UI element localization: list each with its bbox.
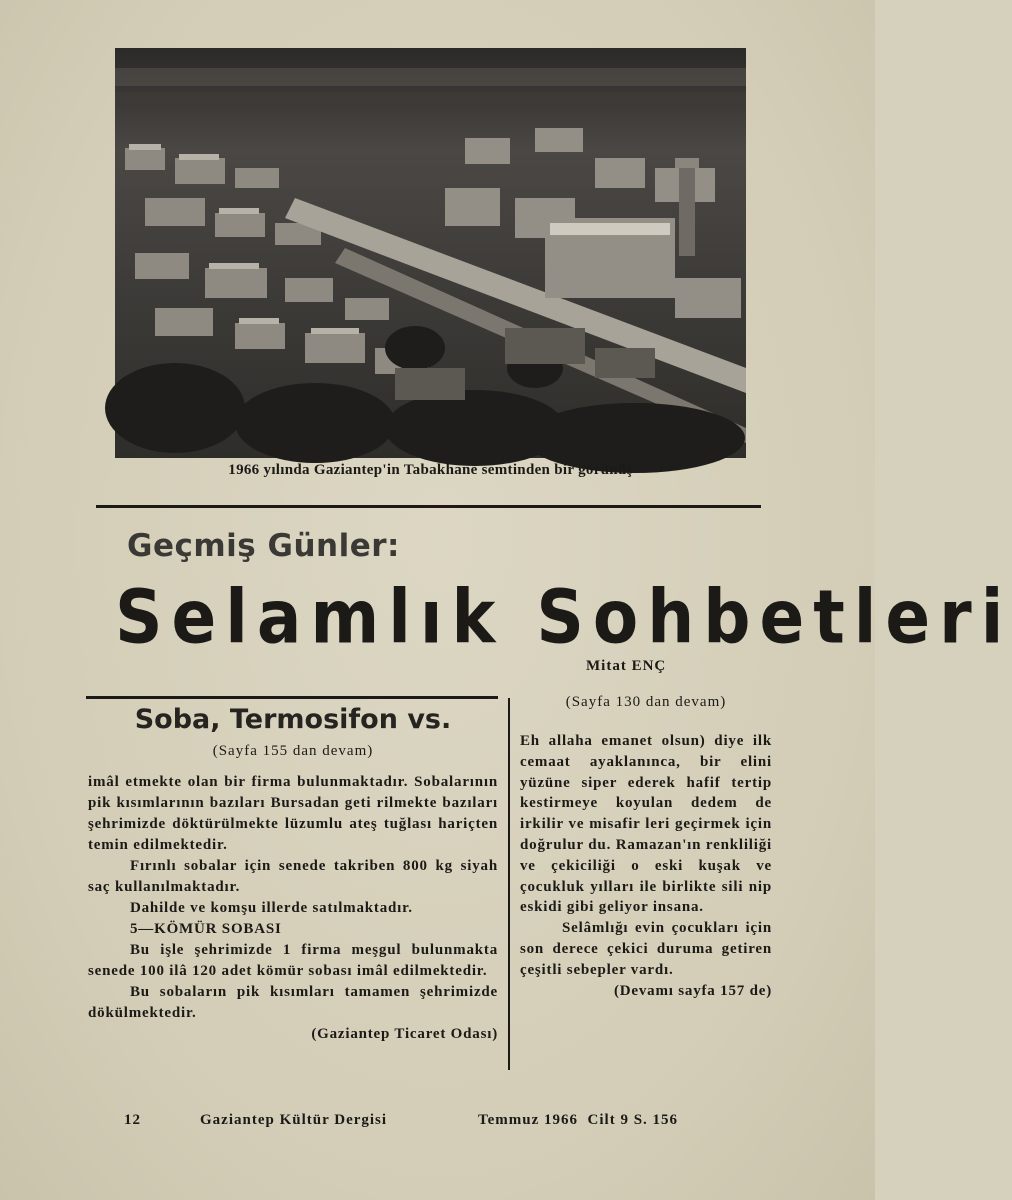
left-column-divider bbox=[86, 696, 498, 699]
town-photo-image bbox=[115, 48, 746, 458]
column-separator bbox=[508, 698, 510, 1070]
photo-caption: 1966 yılında Gaziantep'in Tabakhane semtinden bir görünüş bbox=[228, 462, 633, 478]
left-article bbox=[88, 704, 498, 1045]
town-photo bbox=[115, 48, 746, 458]
article-title: Selamlık Sohbetleri bbox=[115, 574, 1012, 661]
paragraph: Bu işle şehrimizde 1 firma meşgul bulunmakta senede 100 ilâ 120 adet kömür sobası imâl edilmektedir. bbox=[88, 942, 498, 979]
left-article-title: Soba, Termosifon vs. bbox=[134, 704, 452, 735]
continued-note: (Devamı sayfa 157 de) bbox=[613, 982, 772, 999]
article-subtitle: Geçmiş Günler: bbox=[127, 528, 400, 564]
paragraph: imâl etmekte olan bir firma bulunmaktadır. Sobalarının pik kısımlarının bazıları Bursadan geti rilmekte bazıları şehrimizde döktürülmekte lüzumlu ateş tuğlası hariçten temin edilmektedir. bbox=[88, 774, 498, 853]
article-source: (Gaziantep Ticaret Odası) bbox=[311, 1026, 498, 1042]
left-article-continuation: (Sayfa 155 dan devam) bbox=[212, 743, 374, 759]
paragraph: Bu sobaların pik kısımları tamamen şehrimizde dökülmektedir. bbox=[88, 984, 498, 1021]
paragraph: Eh allaha emanet olsun) diye ilk cemaat ayaklanınca, bir elini yüzüne siper ederek hafif tertip kestirmeye koyulan dedem de irkilir ve misafir leri geçirmek için doğrulur du. Ramazan'ın renkliliği ve çekiciliği o eski kuşak ve çocukluk yılları ile birlikte sili nip eskidi gibi geliyor insana. bbox=[520, 733, 772, 916]
right-article-body bbox=[520, 731, 772, 1001]
paragraph: Dahilde ve komşu illerde satılmaktadır. bbox=[130, 900, 413, 916]
issue-info: Temmuz 1966 Cilt 9 S. 156 bbox=[478, 1112, 679, 1128]
page-number: 12 bbox=[124, 1112, 141, 1128]
right-article-continuation: (Sayfa 130 dan devam) bbox=[565, 694, 727, 710]
magazine-name: Gaziantep Kültür Dergisi bbox=[200, 1112, 388, 1128]
header-divider bbox=[96, 505, 761, 508]
section-heading: 5—KÖMÜR SOBASI bbox=[130, 921, 282, 937]
paragraph: Selâmlığı evin çocukları için son derece çekici duruma getiren çeşitli sebepler vardı. bbox=[520, 920, 772, 978]
author-name: Mitat ENÇ bbox=[586, 658, 667, 674]
left-article-body bbox=[88, 772, 498, 1045]
right-article bbox=[520, 694, 772, 1001]
paragraph: Fırınlı sobalar için senede takriben 800 kg siyah saç kullanılmaktadır. bbox=[88, 858, 498, 895]
